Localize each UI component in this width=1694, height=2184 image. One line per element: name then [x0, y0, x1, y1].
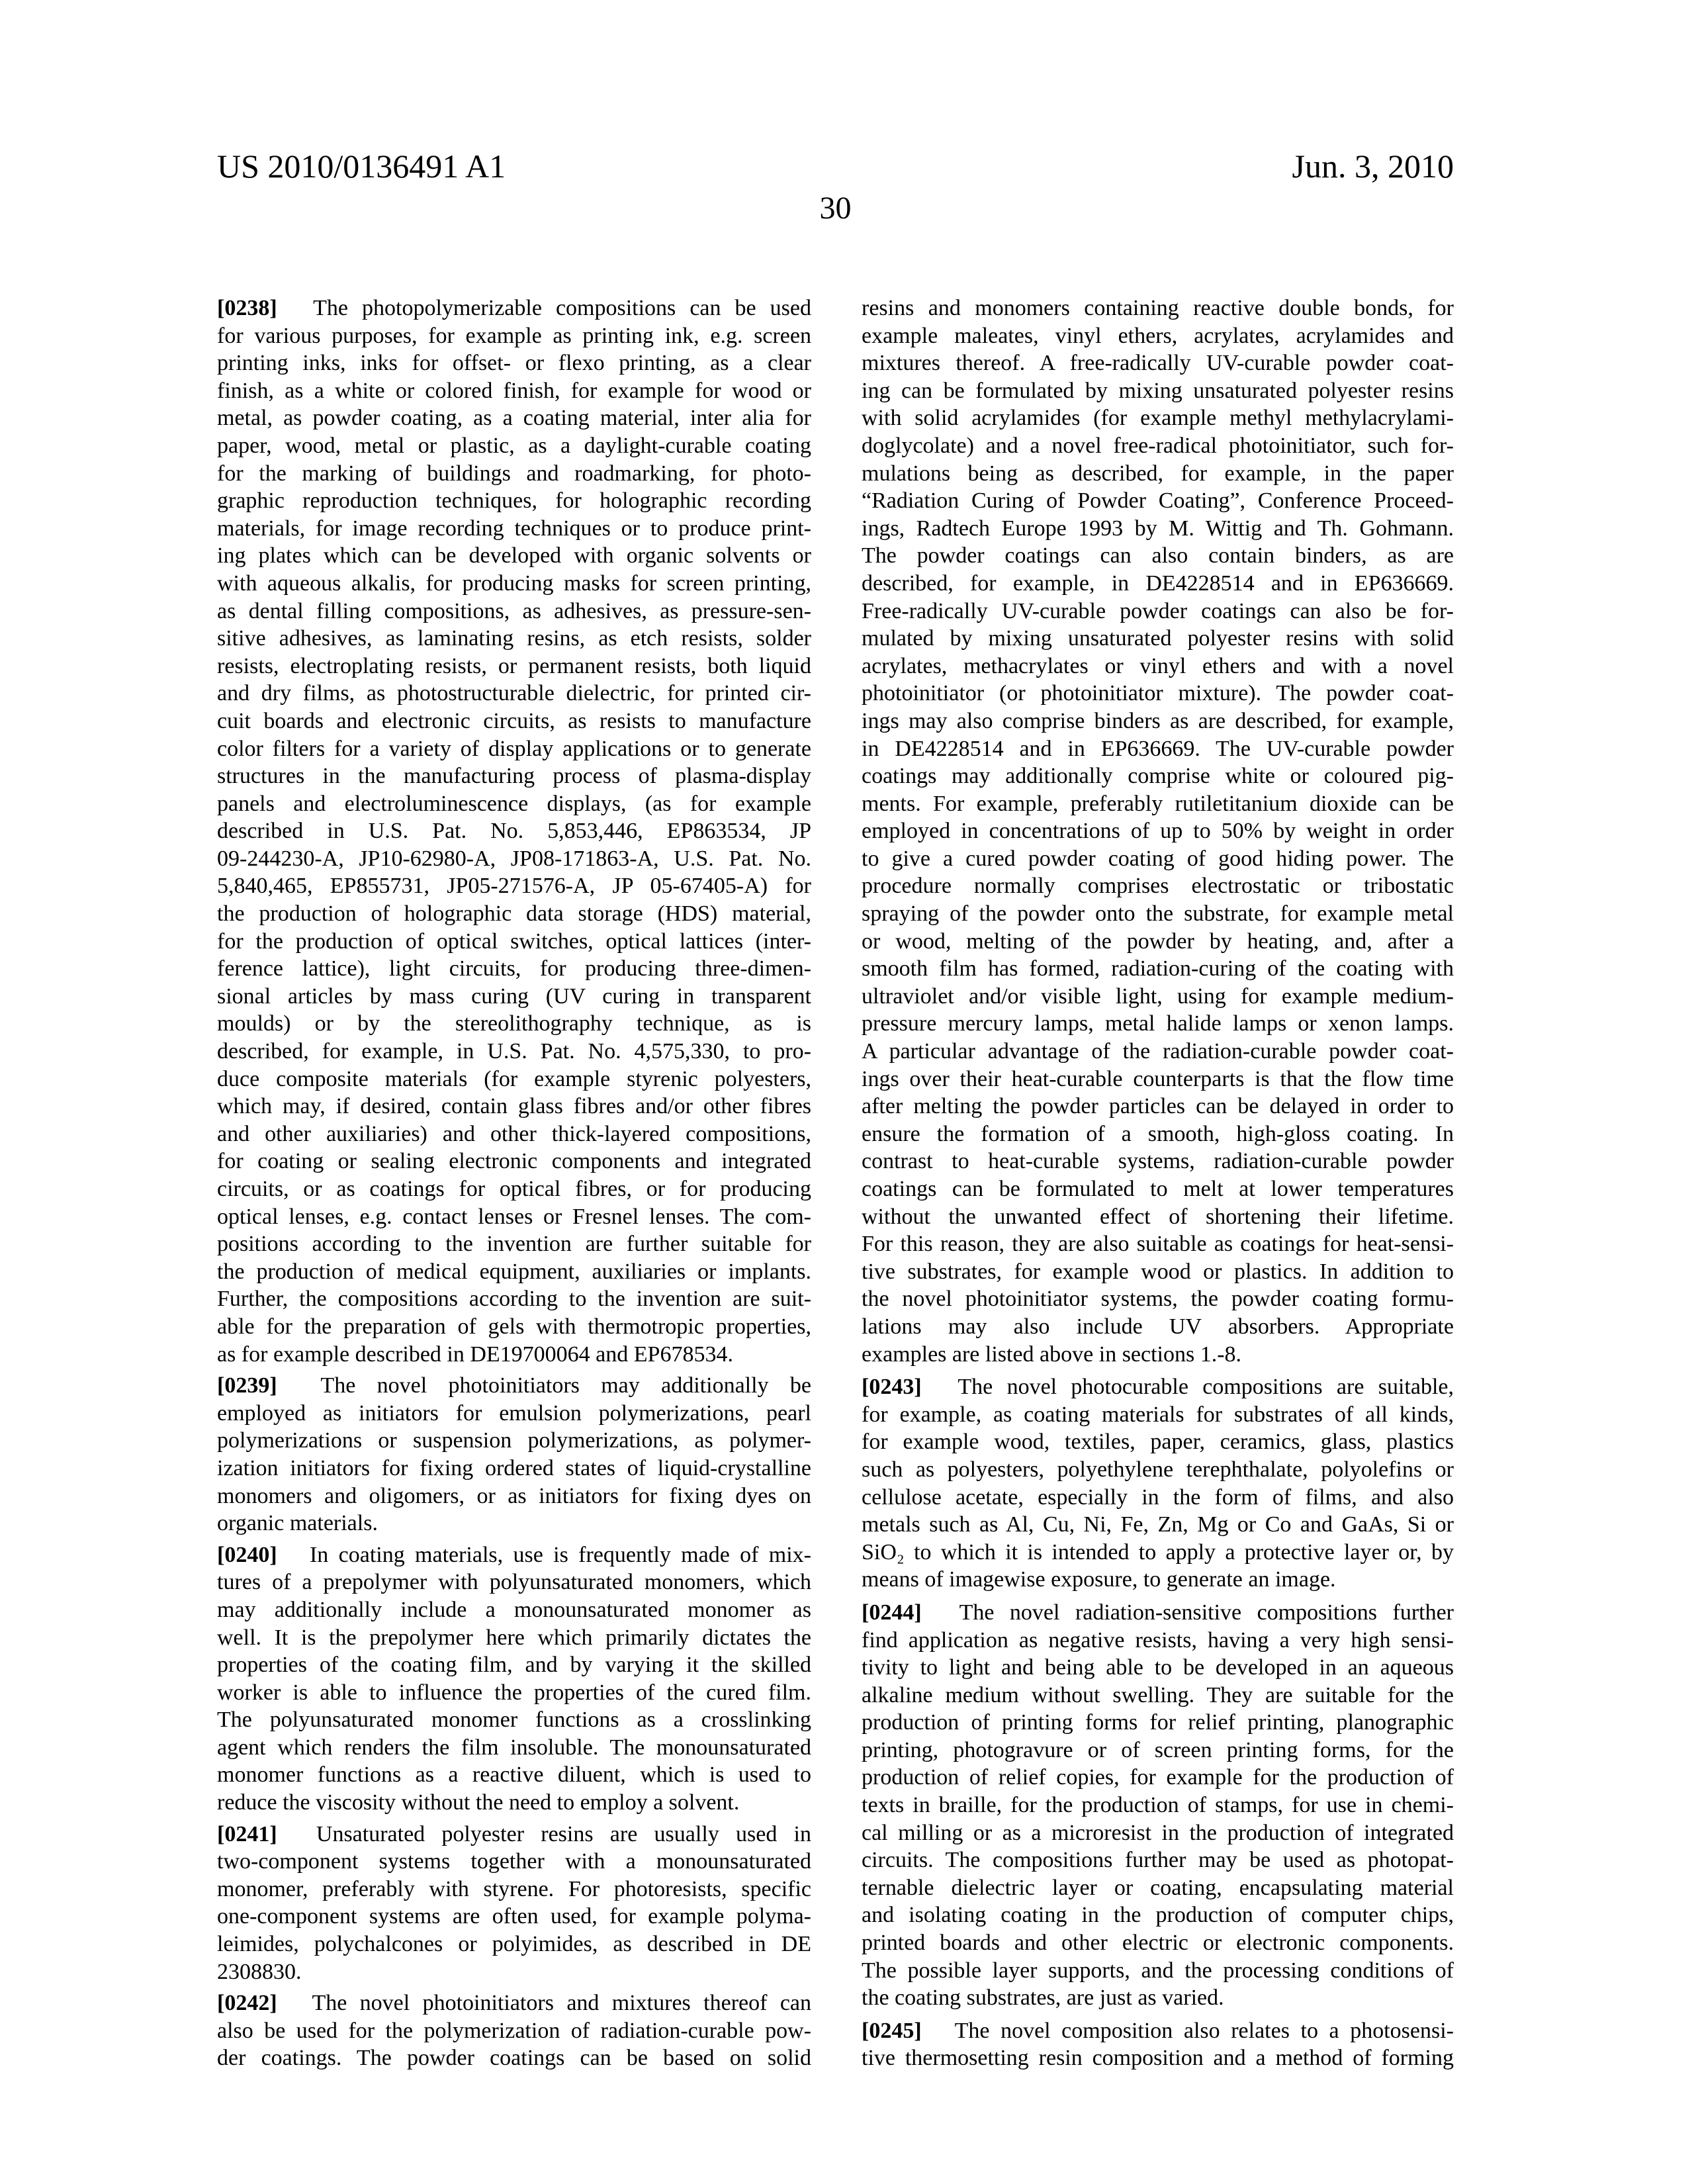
line-text: The novel photoinitiators may additionally be: [320, 1373, 811, 1398]
line-text: as for example described in DE19700064 and EP678534.: [217, 1342, 733, 1367]
text-line: [862, 404, 1454, 432]
text-line: [862, 598, 1454, 625]
line-text: der coatings. The powder coatings can be based on solid: [217, 2046, 811, 2070]
text-line: [217, 1230, 811, 1258]
text-line: [862, 928, 1454, 956]
line-text: one-component systems are often used, for example polyma-: [217, 1904, 811, 1929]
line-text: described, for example, in U.S. Pat. No. 4,575,330, to pro-: [217, 1039, 811, 1064]
text-line: [217, 1761, 811, 1789]
line-text: color filters for a variety of display applications or to generate: [217, 737, 811, 761]
line-text: described in U.S. Pat. No. 5,853,446, EP863534, JP: [217, 819, 811, 843]
text-line: [217, 1958, 811, 1986]
line-text: panels and electroluminescence displays, (as for example: [217, 792, 811, 816]
text-line: [862, 1709, 1454, 1737]
line-text: The possible layer supports, and the processing conditions of: [862, 1958, 1454, 1983]
text-line: [217, 1175, 811, 1203]
text-line: [217, 1596, 811, 1624]
line-text: ultraviolet and/or visible light, using for example medium-: [862, 984, 1454, 1009]
line-text: and isolating coating in the production of computer chips,: [862, 1903, 1454, 1927]
line-text: ings over their heat-curable counterparts is that the flow time: [862, 1067, 1454, 1091]
text-line: [217, 2044, 811, 2072]
line-text: structures in the manufacturing process of plasma-display: [217, 764, 811, 788]
text-line: [217, 653, 811, 680]
text-line: [862, 295, 1454, 322]
text-line: [217, 1903, 811, 1931]
text-line: [862, 625, 1454, 653]
line-text: polymerizations or suspension polymerizations, as polymer-: [217, 1428, 811, 1453]
text-line: [217, 1789, 811, 1817]
text-line: [217, 1066, 811, 1093]
line-text: ensure the formation of a smooth, high-gloss coating. In: [862, 1122, 1454, 1146]
text-line: [862, 1511, 1454, 1539]
line-text: the production of medical equipment, auxiliaries or implants.: [217, 1259, 811, 1284]
line-text: cal milling or as a microresist in the production of integrated: [862, 1821, 1454, 1845]
paragraph-number: [0244]: [862, 1600, 922, 1625]
text-line: [217, 1876, 811, 1903]
text-line: [862, 955, 1454, 983]
line-text: monomer, preferably with styrene. For photoresists, specific: [217, 1877, 811, 1901]
page-number: 30: [0, 193, 1671, 224]
line-text: agent which renders the film insoluble. The monounsaturated: [217, 1735, 811, 1760]
text-line: [217, 1120, 811, 1148]
line-text: A particular advantage of the radiation-curable powder coat-: [862, 1039, 1454, 1064]
paragraph-number: [0238]: [217, 296, 277, 320]
line-text: photoinitiator (or photoinitiator mixture). The powder coat-: [862, 681, 1454, 705]
line-text: employed as initiators for emulsion polymerizations, pearl: [217, 1401, 811, 1426]
line-text: smooth film has formed, radiation-curing of the coating with: [862, 956, 1454, 981]
line-text: “Radiation Curing of Powder Coating”, Conference Proceed-: [862, 488, 1454, 513]
text-line: [862, 872, 1454, 900]
line-text: also be used for the polymerization of radiation-curable pow-: [217, 2019, 811, 2043]
line-text: ing plates which can be developed with organic solvents or: [217, 543, 811, 568]
text-line: [862, 1764, 1454, 1792]
line-text: Free-radically UV-curable powder coatings can also be for-: [862, 599, 1454, 623]
text-line: [862, 680, 1454, 707]
line-text: metals such as Al, Cu, Ni, Fe, Zn, Mg or Co and GaAs, Si or: [862, 1512, 1454, 1537]
text-line: [217, 1148, 811, 1175]
line-text: examples are listed above in sections 1.-8.: [862, 1342, 1241, 1367]
right-column: [862, 295, 1454, 2072]
line-text: The novel radiation-sensitive compositions further: [959, 1600, 1454, 1625]
text-line: [217, 1038, 811, 1066]
text-line: [217, 1541, 811, 1569]
paragraph: [217, 1541, 811, 1817]
text-line: [217, 460, 811, 488]
line-text: ization initiators for fixing ordered states of liquid-crystalline: [217, 1456, 811, 1480]
text-line: [217, 845, 811, 873]
text-line: [217, 680, 811, 707]
text-line: [217, 983, 811, 1011]
line-text: the production of holographic data storage (HDS) material,: [217, 901, 811, 926]
left-column: [217, 295, 811, 2072]
text-line: [217, 404, 811, 432]
text-line: [217, 322, 811, 350]
text-line: [217, 817, 811, 845]
paragraph: [862, 2017, 1454, 2072]
text-line: [862, 1539, 1454, 1567]
line-text: for the production of optical switches, optical lattices (inter-: [217, 929, 811, 954]
paragraph-number: [0239]: [217, 1373, 277, 1398]
text-line: [217, 735, 811, 763]
line-text: texts in braille, for the production of stamps, for use in chemi-: [862, 1793, 1454, 1817]
line-text: resins and monomers containing reactive double bonds, for: [862, 296, 1454, 320]
text-line: [862, 1120, 1454, 1148]
text-line: [217, 762, 811, 790]
text-line: [862, 432, 1454, 460]
line-text: paper, wood, metal or plastic, as a daylight-curable coating: [217, 433, 811, 458]
line-text: after melting the powder particles can be delayed in order to: [862, 1094, 1454, 1118]
line-text: to give a cured powder coating of good hiding power. The: [862, 846, 1454, 871]
text-line: [217, 1285, 811, 1313]
text-line: [862, 515, 1454, 543]
text-line: [217, 487, 811, 515]
text-line: [862, 1484, 1454, 1512]
line-text: as dental filling compositions, as adhesives, as pressure-sen-: [217, 599, 811, 623]
text-line: [217, 1482, 811, 1510]
line-text: such as polyesters, polyethylene terephthalate, polyolefins or: [862, 1457, 1454, 1482]
text-line: [862, 1373, 1454, 1401]
line-text: Unsaturated polyester resins are usually used in: [316, 1822, 811, 1846]
paragraph: [862, 1373, 1454, 1594]
text-line: [862, 762, 1454, 790]
text-line: [217, 1734, 811, 1762]
line-text: procedure normally comprises electrostatic or tribostatic: [862, 874, 1454, 898]
text-line: [862, 900, 1454, 928]
paragraph-number: [0245]: [862, 2019, 922, 2043]
line-text: employed in concentrations of up to 50% by weight in order: [862, 819, 1454, 843]
text-line: [217, 1624, 811, 1652]
line-text: finish, as a white or colored finish, for example for wood or: [217, 379, 811, 403]
text-line: [862, 845, 1454, 873]
text-line: [217, 1258, 811, 1286]
line-text: with aqueous alkalis, for producing masks for screen printing,: [217, 571, 811, 596]
text-line: [862, 487, 1454, 515]
text-line: [217, 625, 811, 653]
line-text: the novel photoinitiator systems, the powder coating formu-: [862, 1287, 1454, 1311]
text-line: [862, 460, 1454, 488]
text-line: [217, 707, 811, 735]
text-line: [862, 1566, 1454, 1594]
line-text: ings, Radtech Europe 1993 by M. Wittig and Th. Gohmann.: [862, 516, 1454, 541]
text-line: [862, 1984, 1454, 2012]
line-text: ing can be formulated by mixing unsaturated polyester resins: [862, 379, 1454, 403]
line-text: The powder coatings can also contain binders, as are: [862, 543, 1454, 568]
line-text: and dry films, as photostructurable dielectric, for printed cir-: [217, 681, 811, 705]
text-line: [217, 790, 811, 818]
line-text: For this reason, they are also suitable as coatings for heat-sensi-: [862, 1232, 1454, 1256]
paragraph-number: [0241]: [217, 1822, 277, 1846]
text-line: [217, 1372, 811, 1400]
text-line: [217, 1931, 811, 1958]
text-line: [217, 1706, 811, 1734]
text-line: [862, 1341, 1454, 1369]
text-line: [862, 1654, 1454, 1682]
text-line: [217, 295, 811, 322]
paragraph-number: [0240]: [217, 1543, 277, 1567]
paragraph: [217, 295, 811, 1368]
text-line: [862, 1929, 1454, 1957]
line-text: or wood, melting of the powder by heating, and, after a: [862, 929, 1454, 954]
line-text: The photopolymerizable compositions can be used: [313, 296, 811, 320]
line-text: optical lenses, e.g. contact lenses or Fresnel lenses. The com-: [217, 1205, 811, 1229]
text-line: [217, 1989, 811, 2017]
line-text: SiO₂ to which it is intended to apply a protective layer or, by: [862, 1540, 1454, 1565]
line-text: doglycolate) and a novel free-radical photoinitiator, such for-: [862, 433, 1454, 458]
line-text: positions according to the invention are further suitable for: [217, 1232, 811, 1256]
line-text: The novel photocurable compositions are suitable,: [958, 1375, 1454, 1399]
line-text: production of relief copies, for example for the production of: [862, 1765, 1454, 1790]
text-line: [862, 1819, 1454, 1847]
line-text: acrylates, methacrylates or vinyl ethers and with a novel: [862, 654, 1454, 678]
patent-number: US 2010/0136491 A1: [217, 150, 506, 183]
line-text: for example wood, textiles, paper, ceramics, glass, plastics: [862, 1430, 1454, 1454]
text-line: [217, 928, 811, 956]
text-line: [862, 570, 1454, 598]
line-text: coatings can be formulated to melt at lower temperatures: [862, 1177, 1454, 1201]
line-text: pressure mercury lamps, metal halide lamps or xenon lamps.: [862, 1011, 1454, 1036]
text-line: [862, 1957, 1454, 1985]
text-line: [862, 735, 1454, 763]
line-text: ternable dielectric layer or coating, encapsulating material: [862, 1876, 1454, 1900]
text-line: [862, 1792, 1454, 1819]
line-text: printing, photogravure or of screen printing forms, for the: [862, 1738, 1454, 1762]
line-text: well. It is the prepolymer here which primarily dictates the: [217, 1625, 811, 1650]
line-text: tive substrates, for example wood or plastics. In addition to: [862, 1259, 1454, 1284]
line-text: in DE4228514 and in EP636669. The UV-curable powder: [862, 737, 1454, 761]
text-line: [217, 570, 811, 598]
line-text: tivity to light and being able to be developed in an aqueous: [862, 1655, 1454, 1680]
text-line: [862, 1682, 1454, 1709]
line-text: contrast to heat-curable systems, radiation-curable powder: [862, 1149, 1454, 1173]
line-text: moulds) or by the stereolithography technique, as is: [217, 1011, 811, 1036]
line-text: lations may also include UV absorbers. Appropriate: [862, 1314, 1454, 1339]
line-text: cellulose acetate, especially in the form of films, and also: [862, 1485, 1454, 1510]
text-line: [862, 1401, 1454, 1429]
line-text: alkaline medium without swelling. They are suitable for the: [862, 1683, 1454, 1707]
line-text: ference lattice), light circuits, for producing three-dimen-: [217, 956, 811, 981]
text-line: [217, 432, 811, 460]
line-text: circuits, or as coatings for optical fibres, or for producing: [217, 1177, 811, 1201]
line-text: duce composite materials (for example styrenic polyesters,: [217, 1067, 811, 1091]
text-line: [217, 955, 811, 983]
text-line: [862, 1258, 1454, 1286]
text-line: [862, 1428, 1454, 1456]
publication-date: Jun. 3, 2010: [1292, 150, 1454, 183]
line-text: for example, as coating materials for substrates of all kinds,: [862, 1402, 1454, 1427]
line-text: which may, if desired, contain glass fibres and/or other fibres: [217, 1094, 811, 1118]
line-text: means of imagewise exposure, to generate an image.: [862, 1567, 1336, 1592]
line-text: worker is able to influence the properties of the cured film.: [217, 1680, 811, 1705]
paragraph: [217, 1821, 811, 1986]
line-text: 2308830.: [217, 1960, 302, 1984]
text-line: [862, 1066, 1454, 1093]
line-text: find application as negative resists, having a very high sensi-: [862, 1628, 1454, 1653]
line-text: metal, as powder coating, as a coating material, inter alia for: [217, 406, 811, 430]
line-text: for various purposes, for example as printing ink, e.g. screen: [217, 324, 811, 348]
line-text: for the marking of buildings and roadmarking, for photo-: [217, 461, 811, 486]
text-line: [862, 1846, 1454, 1874]
line-text: 09-244230-A, JP10-62980-A, JP08-171863-A, U.S. Pat. No.: [217, 846, 811, 871]
line-text: leimides, polychalcones or polyimides, as described in DE: [217, 1932, 811, 1956]
line-text: resists, electroplating resists, or permanent resists, both liquid: [217, 654, 811, 678]
text-line: [217, 1341, 811, 1369]
line-text: sitive adhesives, as laminating resins, as etch resists, solder: [217, 626, 811, 651]
text-line: [862, 349, 1454, 377]
text-line: [217, 515, 811, 543]
line-text: sional articles by mass curing (UV curing in transparent: [217, 984, 811, 1009]
text-line: [862, 1285, 1454, 1313]
line-text: monomers and oligomers, or as initiators for fixing dyes on: [217, 1484, 811, 1508]
text-line: [217, 1510, 811, 1537]
text-line: [862, 653, 1454, 680]
text-line: [862, 542, 1454, 570]
text-line: [217, 2017, 811, 2045]
line-text: organic materials.: [217, 1511, 378, 1535]
text-line: [217, 1651, 811, 1679]
line-text: production of printing forms for relief printing, planographic: [862, 1710, 1454, 1735]
text-line: [862, 1456, 1454, 1484]
text-line: [862, 1737, 1454, 1764]
line-text: reduce the viscosity without the need to employ a solvent.: [217, 1790, 739, 1815]
text-line: [862, 817, 1454, 845]
paragraph: [862, 295, 1454, 1368]
line-text: ments. For example, preferably rutiletitanium dioxide can be: [862, 792, 1454, 816]
line-text: ings may also comprise binders as are described, for example,: [862, 709, 1454, 733]
line-text: mixtures thereof. A free-radically UV-curable powder coat-: [862, 351, 1454, 375]
text-line: [862, 1010, 1454, 1038]
line-text: mulated by mixing unsaturated polyester resins with solid: [862, 626, 1454, 651]
text-line: [217, 349, 811, 377]
line-text: for coating or sealing electronic components and integrated: [217, 1149, 811, 1173]
text-line: [217, 377, 811, 405]
text-line: [862, 1203, 1454, 1231]
line-text: coatings may additionally comprise white or coloured pig-: [862, 764, 1454, 788]
text-line: [217, 1679, 811, 1707]
text-line: [217, 1313, 811, 1341]
text-line: [862, 983, 1454, 1011]
text-line: [862, 1093, 1454, 1120]
text-line: [217, 598, 811, 625]
text-line: [217, 542, 811, 570]
line-text: materials, for image recording techniques or to produce print-: [217, 516, 811, 541]
line-text: tive thermosetting resin composition and a method of forming: [862, 2046, 1454, 2070]
line-text: tures of a prepolymer with polyunsaturated monomers, which: [217, 1570, 811, 1594]
line-text: 5,840,465, EP855731, JP05-271576-A, JP 05-67405-A) for: [217, 874, 811, 898]
line-text: able for the preparation of gels with thermotropic properties,: [217, 1314, 811, 1339]
text-line: [862, 1874, 1454, 1902]
line-text: spraying of the powder onto the substrate, for example metal: [862, 901, 1454, 926]
text-line: [217, 900, 811, 928]
text-line: [862, 1230, 1454, 1258]
line-text: printed boards and other electric or electronic components.: [862, 1931, 1454, 1955]
text-line: [217, 1427, 811, 1455]
line-text: Further, the compositions according to the invention are suit-: [217, 1287, 811, 1311]
text-line: [862, 707, 1454, 735]
text-line: [862, 1313, 1454, 1341]
text-line: [217, 1010, 811, 1038]
text-line: [862, 1901, 1454, 1929]
line-text: cuit boards and electronic circuits, as resists to manufacture: [217, 709, 811, 733]
text-line: [217, 1203, 811, 1231]
text-line: [862, 1627, 1454, 1655]
line-text: without the unwanted effect of shortening their lifetime.: [862, 1205, 1454, 1229]
paragraph: [217, 1989, 811, 2072]
text-line: [862, 2017, 1454, 2045]
line-text: graphic reproduction techniques, for holographic recording: [217, 488, 811, 513]
text-line: [217, 1093, 811, 1120]
text-line: [217, 1848, 811, 1876]
line-text: with solid acrylamides (for example methyl methylacrylami-: [862, 406, 1454, 430]
line-text: circuits. The compositions further may be used as photopat-: [862, 1848, 1454, 1872]
line-text: In coating materials, use is frequently made of mix-: [310, 1543, 811, 1567]
line-text: printing inks, inks for offset- or flexo printing, as a clear: [217, 351, 811, 375]
paragraph-number: [0243]: [862, 1375, 922, 1399]
text-line: [217, 1400, 811, 1428]
paragraph: [862, 1599, 1454, 2012]
text-line: [862, 1038, 1454, 1066]
text-line: [217, 872, 811, 900]
text-line: [862, 790, 1454, 818]
line-text: The polyunsaturated monomer functions as a crosslinking: [217, 1707, 811, 1732]
line-text: The novel composition also relates to a photosensi-: [955, 2019, 1454, 2043]
line-text: monomer functions as a reactive diluent, which is used to: [217, 1762, 811, 1787]
text-line: [862, 1175, 1454, 1203]
text-line: [862, 1599, 1454, 1627]
line-text: and other auxiliaries) and other thick-layered compositions,: [217, 1122, 811, 1146]
line-text: two-component systems together with a monounsaturated: [217, 1849, 811, 1874]
line-text: the coating substrates, are just as varied.: [862, 1985, 1224, 2010]
paragraph: [217, 1372, 811, 1537]
line-text: described, for example, in DE4228514 and in EP636669.: [862, 571, 1454, 596]
paragraph-number: [0242]: [217, 1991, 277, 2015]
text-line: [862, 322, 1454, 350]
line-text: The novel photoinitiators and mixtures thereof can: [312, 1991, 811, 2015]
line-text: properties of the coating film, and by varying it the skilled: [217, 1653, 811, 1677]
text-line: [217, 1569, 811, 1596]
text-line: [217, 1455, 811, 1482]
text-line: [862, 1148, 1454, 1175]
text-line: [862, 2044, 1454, 2072]
text-line: [862, 377, 1454, 405]
line-text: example maleates, vinyl ethers, acrylates, acrylamides and: [862, 324, 1454, 348]
line-text: may additionally include a monounsaturated monomer as: [217, 1598, 811, 1622]
line-text: mulations being as described, for example, in the paper: [862, 461, 1454, 486]
text-line: [217, 1821, 811, 1848]
